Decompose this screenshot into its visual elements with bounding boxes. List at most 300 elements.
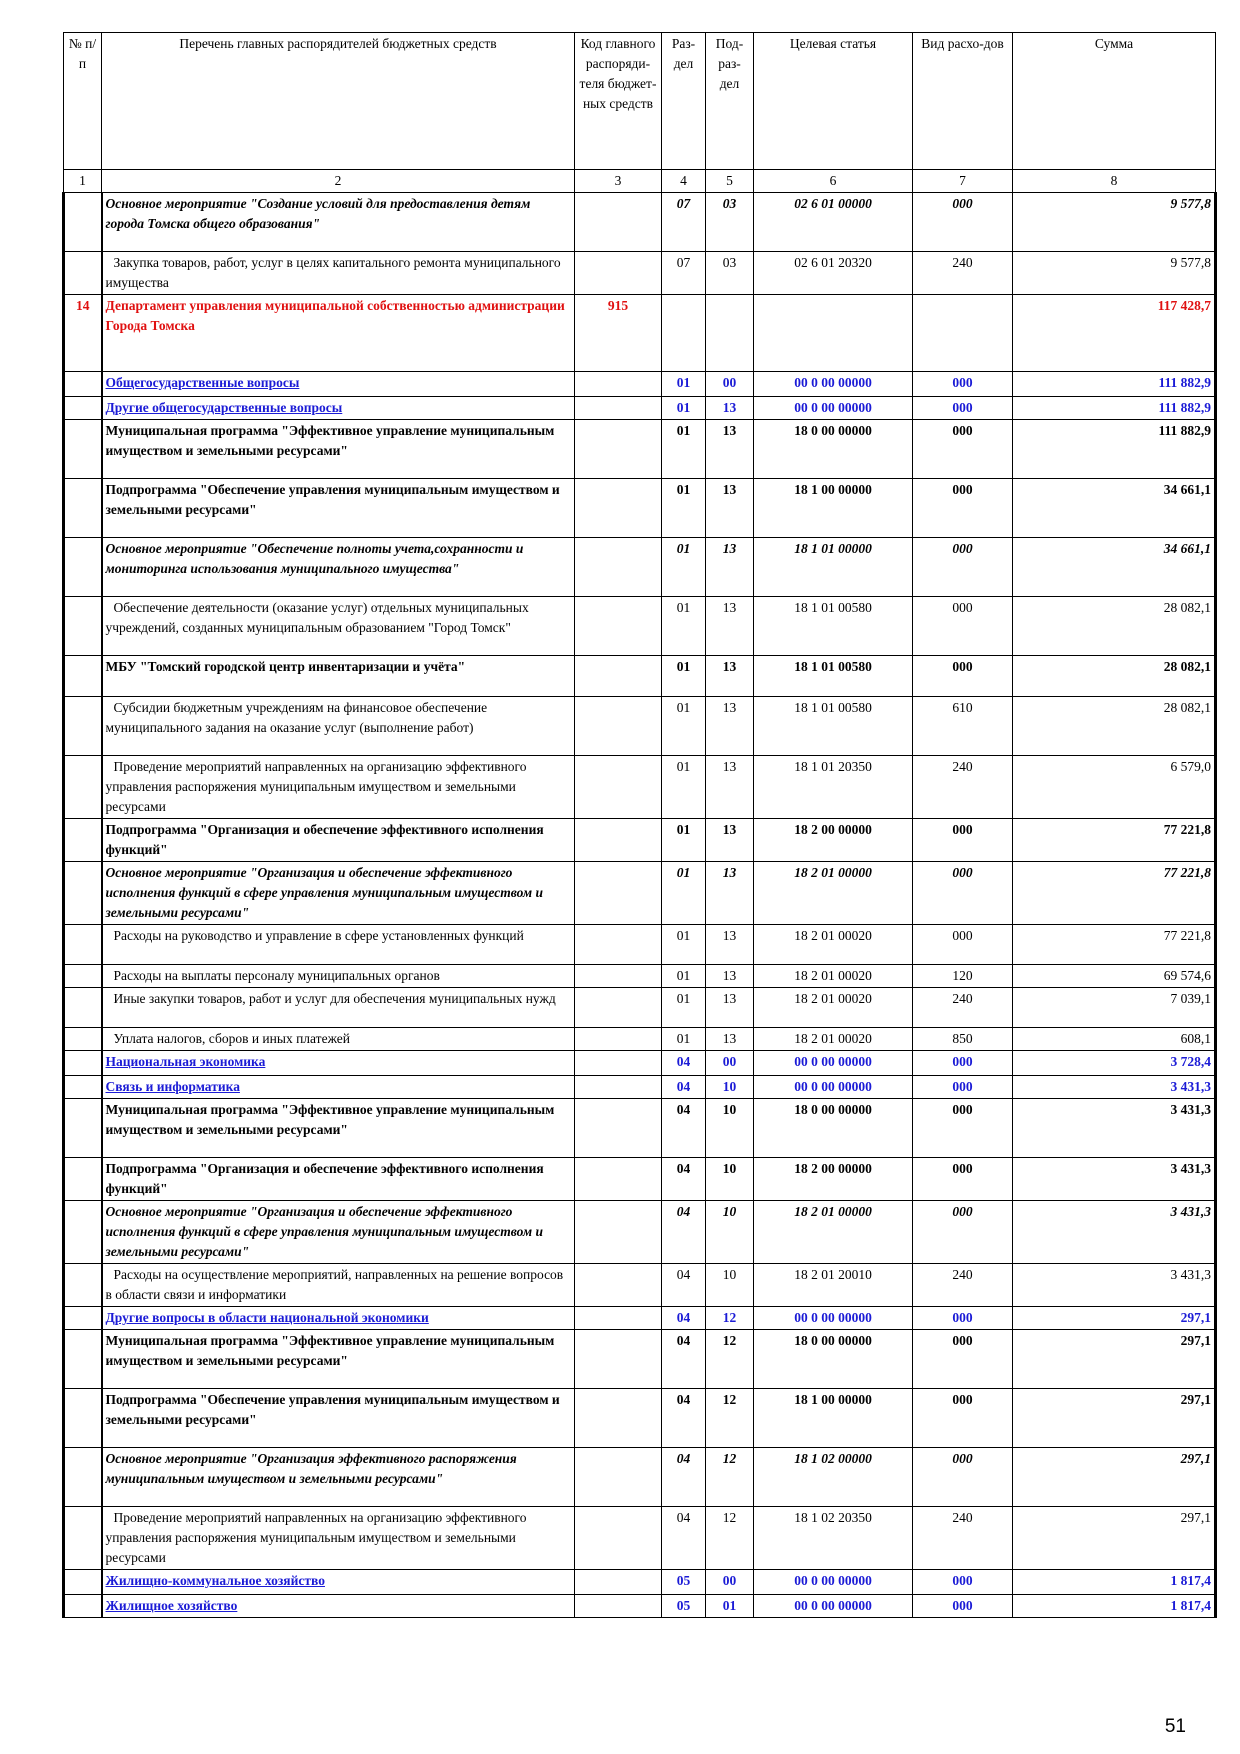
row-target: 18 2 01 00020 (754, 1028, 913, 1051)
row-sum: 7 039,1 (1013, 988, 1216, 1028)
row-target: 00 0 00 00000 (754, 1051, 913, 1076)
column-number: 4 (662, 170, 706, 193)
row-vid: 000 (913, 862, 1013, 925)
row-vid: 120 (913, 965, 1013, 988)
row-number (64, 1158, 102, 1201)
row-vid: 000 (913, 420, 1013, 479)
row-target: 18 1 01 00580 (754, 697, 913, 756)
column-number: 7 (913, 170, 1013, 193)
row-razdel: 01 (662, 965, 706, 988)
row-name: Расходы на руководство и управление в сфере установленных функций (102, 925, 575, 965)
row-number (64, 597, 102, 656)
table-row (64, 988, 1216, 1028)
row-sum: 297,1 (1013, 1448, 1216, 1507)
row-number (64, 1076, 102, 1099)
column-number: 6 (754, 170, 913, 193)
row-sum: 608,1 (1013, 1028, 1216, 1051)
row-target: 18 0 00 00000 (754, 1099, 913, 1158)
row-sum: 111 882,9 (1013, 397, 1216, 420)
row-number (64, 1330, 102, 1389)
row-vid: 000 (913, 1595, 1013, 1618)
row-target: 00 0 00 00000 (754, 372, 913, 397)
row-number (64, 479, 102, 538)
table-row (64, 295, 1216, 372)
row-target: 18 2 01 20010 (754, 1264, 913, 1307)
column-number: 5 (706, 170, 754, 193)
row-number (64, 538, 102, 597)
table-header-row (64, 33, 1216, 170)
row-sum: 3 431,3 (1013, 1076, 1216, 1099)
row-name: Жилищное хозяйство (102, 1595, 575, 1618)
table-row (64, 1158, 1216, 1201)
row-razdel: 04 (662, 1264, 706, 1307)
row-vid: 000 (913, 1330, 1013, 1389)
row-target: 18 1 02 20350 (754, 1507, 913, 1570)
row-number (64, 193, 102, 252)
row-vid: 240 (913, 988, 1013, 1028)
column-number: 3 (575, 170, 662, 193)
row-name: Основное мероприятие "Организация и обеспечение эффективного исполнения функций в сфере управления муниципальным имуществом и земельными ресурсами" (102, 862, 575, 925)
row-name: Департамент управления муниципальной собственностью администрации Города Томска (102, 295, 575, 372)
table-row (64, 372, 1216, 397)
row-code (575, 756, 662, 819)
table-row (64, 1448, 1216, 1507)
row-number: 14 (64, 295, 102, 372)
row-razdel: 01 (662, 538, 706, 597)
row-number (64, 1570, 102, 1595)
row-code (575, 1158, 662, 1201)
row-sum: 1 817,4 (1013, 1595, 1216, 1618)
table-row (64, 1595, 1216, 1618)
row-razdel: 01 (662, 1028, 706, 1051)
table-row (64, 1051, 1216, 1076)
row-code (575, 819, 662, 862)
row-code (575, 1099, 662, 1158)
row-sum: 77 221,8 (1013, 925, 1216, 965)
row-code (575, 965, 662, 988)
row-sum: 34 661,1 (1013, 538, 1216, 597)
row-vid: 240 (913, 252, 1013, 295)
table-row (64, 756, 1216, 819)
row-razdel: 04 (662, 1076, 706, 1099)
row-razdel: 04 (662, 1330, 706, 1389)
row-vid: 000 (913, 193, 1013, 252)
row-sum: 297,1 (1013, 1330, 1216, 1389)
table-row (64, 1570, 1216, 1595)
header-no: № п/п (64, 33, 102, 170)
row-podrazdel: 13 (706, 656, 754, 697)
row-name: Основное мероприятие "Создание условий для предоставления детям города Томска общего образования" (102, 193, 575, 252)
row-code (575, 1507, 662, 1570)
header-sum: Сумма (1013, 33, 1216, 170)
header-name: Перечень главных распорядителей бюджетных средств (102, 33, 575, 170)
row-razdel: 04 (662, 1507, 706, 1570)
row-name: Другие вопросы в области национальной экономики (102, 1307, 575, 1330)
row-code (575, 862, 662, 925)
column-number-row (64, 170, 1216, 193)
table-row (64, 925, 1216, 965)
table-row (64, 1201, 1216, 1264)
row-target: 18 2 00 00000 (754, 819, 913, 862)
row-razdel: 04 (662, 1389, 706, 1448)
row-number (64, 1448, 102, 1507)
header-podrazdel: Под-раз-дел (706, 33, 754, 170)
row-vid: 850 (913, 1028, 1013, 1051)
row-podrazdel: 03 (706, 252, 754, 295)
row-number (64, 819, 102, 862)
row-number (64, 925, 102, 965)
row-razdel: 05 (662, 1570, 706, 1595)
row-number (64, 1595, 102, 1618)
row-number (64, 1264, 102, 1307)
row-razdel: 04 (662, 1051, 706, 1076)
header-vid: Вид расхо-дов (913, 33, 1013, 170)
row-name: Связь и информатика (102, 1076, 575, 1099)
row-sum: 28 082,1 (1013, 597, 1216, 656)
row-number (64, 697, 102, 756)
row-podrazdel: 13 (706, 862, 754, 925)
row-podrazdel: 13 (706, 756, 754, 819)
row-podrazdel: 13 (706, 988, 754, 1028)
row-name: Расходы на осуществление мероприятий, направленных на решение вопросов в области связи и информатики (102, 1264, 575, 1307)
row-target: 18 2 01 00000 (754, 862, 913, 925)
table-row (64, 1099, 1216, 1158)
row-sum: 117 428,7 (1013, 295, 1216, 372)
table-row (64, 862, 1216, 925)
row-name: Подпрограмма "Организация и обеспечение эффективного исполнения функций" (102, 819, 575, 862)
row-number (64, 372, 102, 397)
row-code (575, 988, 662, 1028)
row-target: 18 2 01 00000 (754, 1201, 913, 1264)
row-target: 18 1 01 00000 (754, 538, 913, 597)
row-sum: 297,1 (1013, 1389, 1216, 1448)
row-sum: 77 221,8 (1013, 819, 1216, 862)
row-podrazdel: 13 (706, 819, 754, 862)
row-vid: 000 (913, 1099, 1013, 1158)
row-vid: 000 (913, 597, 1013, 656)
row-code (575, 1389, 662, 1448)
row-name: Подпрограмма "Обеспечение управления муниципальным имуществом и земельными ресурсами" (102, 1389, 575, 1448)
row-razdel: 01 (662, 479, 706, 538)
row-sum: 9 577,8 (1013, 252, 1216, 295)
row-podrazdel: 13 (706, 597, 754, 656)
row-target: 18 2 01 00020 (754, 988, 913, 1028)
row-vid: 000 (913, 1448, 1013, 1507)
row-target: 00 0 00 00000 (754, 1570, 913, 1595)
row-razdel: 01 (662, 656, 706, 697)
row-code: 915 (575, 295, 662, 372)
row-vid: 000 (913, 819, 1013, 862)
row-number (64, 756, 102, 819)
row-vid: 240 (913, 756, 1013, 819)
table-row (64, 479, 1216, 538)
row-name: Общегосударственные вопросы (102, 372, 575, 397)
row-target: 18 1 01 00580 (754, 597, 913, 656)
table-row (64, 1389, 1216, 1448)
row-podrazdel: 00 (706, 1051, 754, 1076)
row-target: 18 1 01 20350 (754, 756, 913, 819)
row-target: 02 6 01 00000 (754, 193, 913, 252)
row-podrazdel: 12 (706, 1307, 754, 1330)
row-podrazdel: 13 (706, 925, 754, 965)
row-target: 00 0 00 00000 (754, 1076, 913, 1099)
header-target: Целевая статья (754, 33, 913, 170)
row-code (575, 372, 662, 397)
row-number (64, 1099, 102, 1158)
row-sum: 1 817,4 (1013, 1570, 1216, 1595)
row-podrazdel: 13 (706, 420, 754, 479)
row-number (64, 862, 102, 925)
row-target: 18 0 00 00000 (754, 420, 913, 479)
row-name: Субсидии бюджетным учреждениям на финансовое обеспечение муниципального задания на оказание услуг (выполнение работ) (102, 697, 575, 756)
row-sum: 3 431,3 (1013, 1264, 1216, 1307)
row-number (64, 397, 102, 420)
row-razdel (662, 295, 706, 372)
row-podrazdel (706, 295, 754, 372)
table-row (64, 397, 1216, 420)
row-vid: 610 (913, 697, 1013, 756)
row-razdel: 04 (662, 1099, 706, 1158)
row-number (64, 1201, 102, 1264)
row-sum: 3 431,3 (1013, 1099, 1216, 1158)
row-code (575, 193, 662, 252)
row-sum: 3 728,4 (1013, 1051, 1216, 1076)
row-number (64, 420, 102, 479)
row-podrazdel: 12 (706, 1330, 754, 1389)
row-podrazdel: 00 (706, 1570, 754, 1595)
row-razdel: 01 (662, 756, 706, 819)
row-target: 18 2 01 00020 (754, 965, 913, 988)
row-podrazdel: 10 (706, 1076, 754, 1099)
table-row (64, 965, 1216, 988)
table-body (64, 193, 1216, 1618)
row-sum: 9 577,8 (1013, 193, 1216, 252)
row-razdel: 01 (662, 988, 706, 1028)
row-podrazdel: 12 (706, 1448, 754, 1507)
row-target (754, 295, 913, 372)
row-target: 00 0 00 00000 (754, 1595, 913, 1618)
row-sum: 6 579,0 (1013, 756, 1216, 819)
row-vid: 000 (913, 656, 1013, 697)
row-name: Другие общегосударственные вопросы (102, 397, 575, 420)
row-number (64, 1389, 102, 1448)
row-podrazdel: 03 (706, 193, 754, 252)
table-row (64, 420, 1216, 479)
row-name: Закупка товаров, работ, услуг в целях капитального ремонта муниципального имущества (102, 252, 575, 295)
table-row (64, 597, 1216, 656)
row-podrazdel: 10 (706, 1158, 754, 1201)
row-vid: 240 (913, 1264, 1013, 1307)
row-razdel: 04 (662, 1201, 706, 1264)
row-sum: 28 082,1 (1013, 697, 1216, 756)
row-name: Национальная экономика (102, 1051, 575, 1076)
row-target: 18 2 00 00000 (754, 1158, 913, 1201)
row-podrazdel: 12 (706, 1389, 754, 1448)
row-sum: 3 431,3 (1013, 1158, 1216, 1201)
column-number: 2 (102, 170, 575, 193)
table-row (64, 1076, 1216, 1099)
row-code (575, 656, 662, 697)
row-target: 18 2 01 00020 (754, 925, 913, 965)
table-row (64, 1507, 1216, 1570)
row-target: 18 1 02 00000 (754, 1448, 913, 1507)
row-target: 18 1 00 00000 (754, 1389, 913, 1448)
row-name: Жилищно-коммунальное хозяйство (102, 1570, 575, 1595)
row-vid: 000 (913, 1158, 1013, 1201)
row-vid: 000 (913, 1051, 1013, 1076)
row-name: Основное мероприятие "Организация и обеспечение эффективного исполнения функций в сфере управления муниципальным имуществом и земельными ресурсами" (102, 1201, 575, 1264)
row-podrazdel: 13 (706, 479, 754, 538)
row-razdel: 01 (662, 597, 706, 656)
row-vid: 000 (913, 1307, 1013, 1330)
row-code (575, 538, 662, 597)
row-name: Муниципальная программа "Эффективное управление муниципальным имуществом и земельными ресурсами" (102, 420, 575, 479)
row-vid: 000 (913, 1076, 1013, 1099)
row-podrazdel: 13 (706, 1028, 754, 1051)
row-code (575, 697, 662, 756)
table-row (64, 252, 1216, 295)
row-number (64, 1051, 102, 1076)
row-code (575, 1307, 662, 1330)
row-code (575, 479, 662, 538)
row-razdel: 01 (662, 697, 706, 756)
row-razdel: 04 (662, 1158, 706, 1201)
table-row (64, 1028, 1216, 1051)
row-sum: 111 882,9 (1013, 420, 1216, 479)
row-code (575, 1051, 662, 1076)
row-razdel: 07 (662, 252, 706, 295)
column-number: 8 (1013, 170, 1216, 193)
row-sum: 69 574,6 (1013, 965, 1216, 988)
row-razdel: 05 (662, 1595, 706, 1618)
row-code (575, 1076, 662, 1099)
row-name: Основное мероприятие "Организация эффективного распоряжения муниципальным имуществом и земельными ресурсами" (102, 1448, 575, 1507)
row-name: Уплата налогов, сборов и иных платежей (102, 1028, 575, 1051)
row-code (575, 597, 662, 656)
row-sum: 3 431,3 (1013, 1201, 1216, 1264)
row-code (575, 925, 662, 965)
row-name: Подпрограмма "Организация и обеспечение эффективного исполнения функций" (102, 1158, 575, 1201)
row-code (575, 1330, 662, 1389)
row-podrazdel: 10 (706, 1264, 754, 1307)
row-podrazdel: 13 (706, 397, 754, 420)
row-sum: 297,1 (1013, 1507, 1216, 1570)
row-code (575, 1448, 662, 1507)
row-number (64, 988, 102, 1028)
row-target: 18 0 00 00000 (754, 1330, 913, 1389)
row-number (64, 1028, 102, 1051)
row-target: 18 1 01 00580 (754, 656, 913, 697)
row-vid: 000 (913, 925, 1013, 965)
row-podrazdel: 13 (706, 538, 754, 597)
row-target: 00 0 00 00000 (754, 397, 913, 420)
row-razdel: 01 (662, 397, 706, 420)
row-name: МБУ "Томский городской центр инвентаризации и учёта" (102, 656, 575, 697)
row-target: 02 6 01 20320 (754, 252, 913, 295)
row-name: Подпрограмма "Обеспечение управления муниципальным имуществом и земельными ресурсами" (102, 479, 575, 538)
table-row (64, 193, 1216, 252)
row-vid (913, 295, 1013, 372)
table-row (64, 697, 1216, 756)
row-code (575, 397, 662, 420)
row-vid: 000 (913, 372, 1013, 397)
row-razdel: 01 (662, 819, 706, 862)
row-target: 18 1 00 00000 (754, 479, 913, 538)
row-name: Муниципальная программа "Эффективное управление муниципальным имуществом и земельными ресурсами" (102, 1099, 575, 1158)
table-row (64, 1307, 1216, 1330)
row-razdel: 01 (662, 925, 706, 965)
row-number (64, 252, 102, 295)
row-podrazdel: 13 (706, 965, 754, 988)
row-vid: 000 (913, 1201, 1013, 1264)
row-target: 00 0 00 00000 (754, 1307, 913, 1330)
row-razdel: 04 (662, 1307, 706, 1330)
row-podrazdel: 12 (706, 1507, 754, 1570)
row-code (575, 252, 662, 295)
row-code (575, 1201, 662, 1264)
row-vid: 000 (913, 538, 1013, 597)
row-name: Обеспечение деятельности (оказание услуг) отдельных муниципальных учреждений, созданных муниципальным образованием "Город Томск" (102, 597, 575, 656)
row-sum: 28 082,1 (1013, 656, 1216, 697)
row-name: Проведение мероприятий направленных на организацию эффективного управления распоряжения муниципальным имуществом и земельными ресурсами (102, 1507, 575, 1570)
row-podrazdel: 00 (706, 372, 754, 397)
row-vid: 240 (913, 1507, 1013, 1570)
row-podrazdel: 13 (706, 697, 754, 756)
row-razdel: 04 (662, 1448, 706, 1507)
row-code (575, 1595, 662, 1618)
row-code (575, 1264, 662, 1307)
row-name: Расходы на выплаты персоналу муниципальных органов (102, 965, 575, 988)
row-code (575, 1028, 662, 1051)
row-code (575, 1570, 662, 1595)
row-sum: 297,1 (1013, 1307, 1216, 1330)
row-sum: 34 661,1 (1013, 479, 1216, 538)
table-row (64, 819, 1216, 862)
row-vid: 000 (913, 1389, 1013, 1448)
table-row (64, 1264, 1216, 1307)
row-razdel: 01 (662, 420, 706, 479)
row-name: Проведение мероприятий направленных на организацию эффективного управления распоряжения муниципальным имуществом и земельными ресурсами (102, 756, 575, 819)
table-row (64, 1330, 1216, 1389)
row-number (64, 656, 102, 697)
row-number (64, 965, 102, 988)
table-row (64, 538, 1216, 597)
row-name: Муниципальная программа "Эффективное управление муниципальным имуществом и земельными ресурсами" (102, 1330, 575, 1389)
row-razdel: 07 (662, 193, 706, 252)
column-number: 1 (64, 170, 102, 193)
row-razdel: 01 (662, 862, 706, 925)
row-sum: 111 882,9 (1013, 372, 1216, 397)
budget-table (62, 32, 1217, 1618)
row-vid: 000 (913, 479, 1013, 538)
row-vid: 000 (913, 397, 1013, 420)
table-row (64, 656, 1216, 697)
row-vid: 000 (913, 1570, 1013, 1595)
row-name: Основное мероприятие "Обеспечение полноты учета,сохранности и мониторинга использования муниципального имущества" (102, 538, 575, 597)
page-number: 51 (1164, 1716, 1186, 1737)
header-code: Код главного распоряди-теля бюджет-ных средств (575, 33, 662, 170)
row-podrazdel: 10 (706, 1201, 754, 1264)
row-number (64, 1307, 102, 1330)
row-name: Иные закупки товаров, работ и услуг для обеспечения муниципальных нужд (102, 988, 575, 1028)
row-razdel: 01 (662, 372, 706, 397)
row-podrazdel: 10 (706, 1099, 754, 1158)
row-code (575, 420, 662, 479)
row-number (64, 1507, 102, 1570)
header-razdel: Раз-дел (662, 33, 706, 170)
row-sum: 77 221,8 (1013, 862, 1216, 925)
row-podrazdel: 01 (706, 1595, 754, 1618)
